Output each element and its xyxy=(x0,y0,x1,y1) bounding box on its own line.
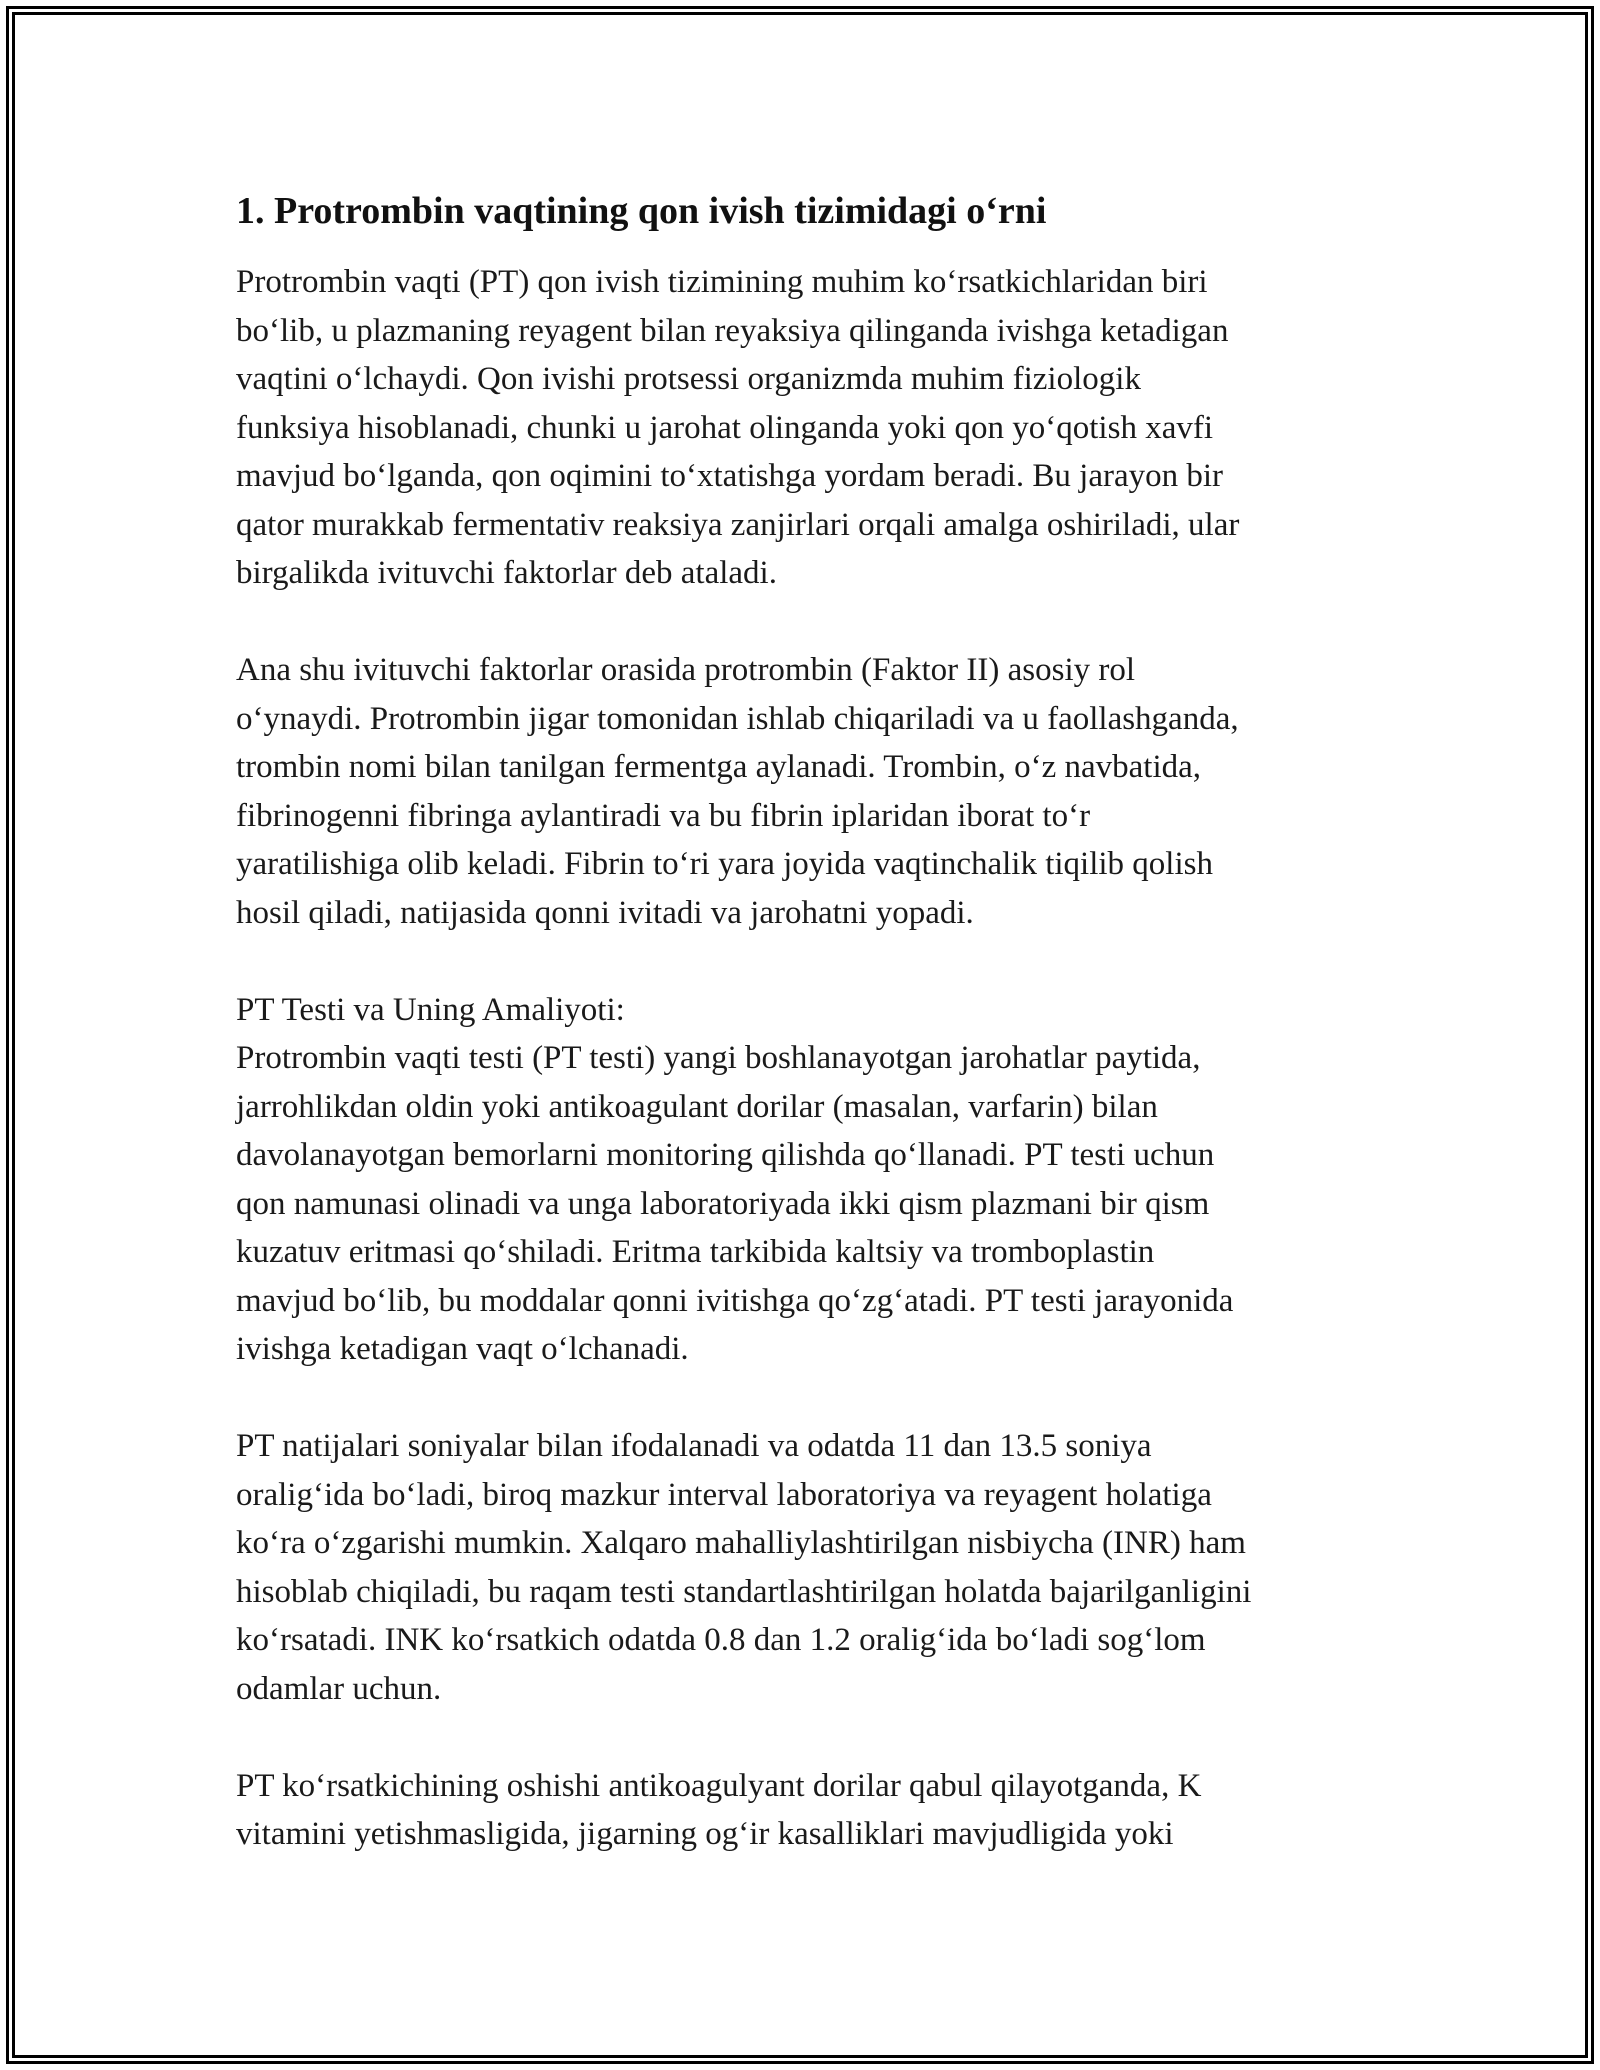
text-line: PT Testi va Uning Amaliyoti: xyxy=(236,991,625,1028)
text-line: PT natijalari soniyalar bilan ifodalanadi va odatda 11 dan 13.5 soniya xyxy=(236,1428,1152,1464)
text-line: ko‘ra o‘zgarishi mumkin. Xalqaro mahalliylashtirilgan nisbiycha (INR) ham xyxy=(236,1525,1246,1561)
text-line: ko‘rsatadi. INK ko‘rsatkich odatda 0.8 dan 1.2 oralig‘ida bo‘ladi sog‘lom xyxy=(236,1622,1206,1658)
text-line: mavjud bo‘lib, bu moddalar qonni ivitishga qo‘zg‘atadi. PT testi jarayonida xyxy=(236,1282,1234,1319)
text-line: vaqtini o‘lchaydi. Qon ivishi protsessi organizmda muhim fiziologik xyxy=(236,361,1141,397)
paragraph-pt-test xyxy=(236,1034,1376,1374)
text-line: birgalikda ivituvchi faktorlar deb ataladi. xyxy=(236,555,777,591)
section-heading: 1. Protrombin vaqtining qon ivish tizimidagi o‘rni xyxy=(236,190,1047,232)
text-line: Protrombin vaqti (PT) qon ivish tizimining muhim ko‘rsatkichlaridan biri xyxy=(236,264,1208,300)
paragraph-pt-increase xyxy=(236,1762,1376,1859)
text-line: oralig‘ida bo‘ladi, biroq mazkur interval laboratoriya va reyagent holatiga xyxy=(236,1476,1212,1513)
text-line: PT ko‘rsatkichining oshishi antikoagulyant dorilar qabul qilayotganda, K xyxy=(236,1767,1202,1804)
text-line: o‘ynaydi. Protrombin jigar tomonidan ishlab chiqariladi va u faollashganda, xyxy=(236,700,1239,737)
text-line: Ana shu ivituvchi faktorlar orasida protrombin (Faktor II) asosiy rol xyxy=(236,652,1136,688)
text-line: trombin nomi bilan tanilgan fermentga aylanadi. Trombin, o‘z navbatida, xyxy=(236,749,1202,785)
text-line: hisoblab chiqiladi, bu raqam testi standartlashtirilgan holatda bajarilganligini xyxy=(236,1573,1252,1610)
text-line: qator murakkab fermentativ reaksiya zanjirlari orqali amalga oshiriladi, ular xyxy=(236,506,1240,543)
text-line: davolanayotgan bemorlarni monitoring qilishda qo‘llanadi. PT testi uchun xyxy=(236,1137,1215,1173)
text-line: ivishga ketadigan vaqt o‘lchanadi. xyxy=(236,1331,689,1367)
text-line: jarrohlikdan oldin yoki antikoagulant dorilar (masalan, varfarin) bilan xyxy=(236,1088,1158,1125)
text-line: odamlar uchun. xyxy=(236,1670,442,1707)
text-line: fibrinogenni fibringa aylantiradi va bu fibrin iplaridan iborat to‘r xyxy=(236,797,1091,834)
text-line: bo‘lib, u plazmaning reyagent bilan reyaksiya qilinganda ivishga ketadigan xyxy=(236,312,1229,349)
paragraph-prothrombin-role xyxy=(236,646,1376,937)
subsection-label xyxy=(236,986,1376,1035)
paragraph-pt-results xyxy=(236,1422,1376,1713)
text-line: hosil qiladi, natijasida qonni ivitadi va jarohatni yopadi. xyxy=(236,894,974,931)
text-line: mavjud bo‘lganda, qon oqimini to‘xtatishga yordam beradi. Bu jarayon bir xyxy=(236,458,1224,494)
text-line: funksiya hisoblanadi, chunki u jarohat olinganda yoki qon yo‘qotish xavfi xyxy=(236,409,1213,446)
text-line: kuzatuv eritmasi qo‘shiladi. Eritma tarkibida kaltsiy va tromboplastin xyxy=(236,1234,1155,1270)
paragraph-intro xyxy=(236,258,1376,598)
text-line: yaratilishiga olib keladi. Fibrin to‘ri yara joyida vaqtinchalik tiqilib qolish xyxy=(236,846,1213,882)
text-line: Protrombin vaqti testi (PT testi) yangi boshlanayotgan jarohatlar paytida, xyxy=(236,1040,1201,1076)
document-body xyxy=(236,186,1376,1859)
text-line: vitamini yetishmasligida, jigarning og‘ir kasalliklari mavjudligida yoki xyxy=(236,1816,1174,1852)
text-line: qon namunasi olinadi va unga laboratoriyada ikki qism plazmani bir qism xyxy=(236,1185,1210,1222)
